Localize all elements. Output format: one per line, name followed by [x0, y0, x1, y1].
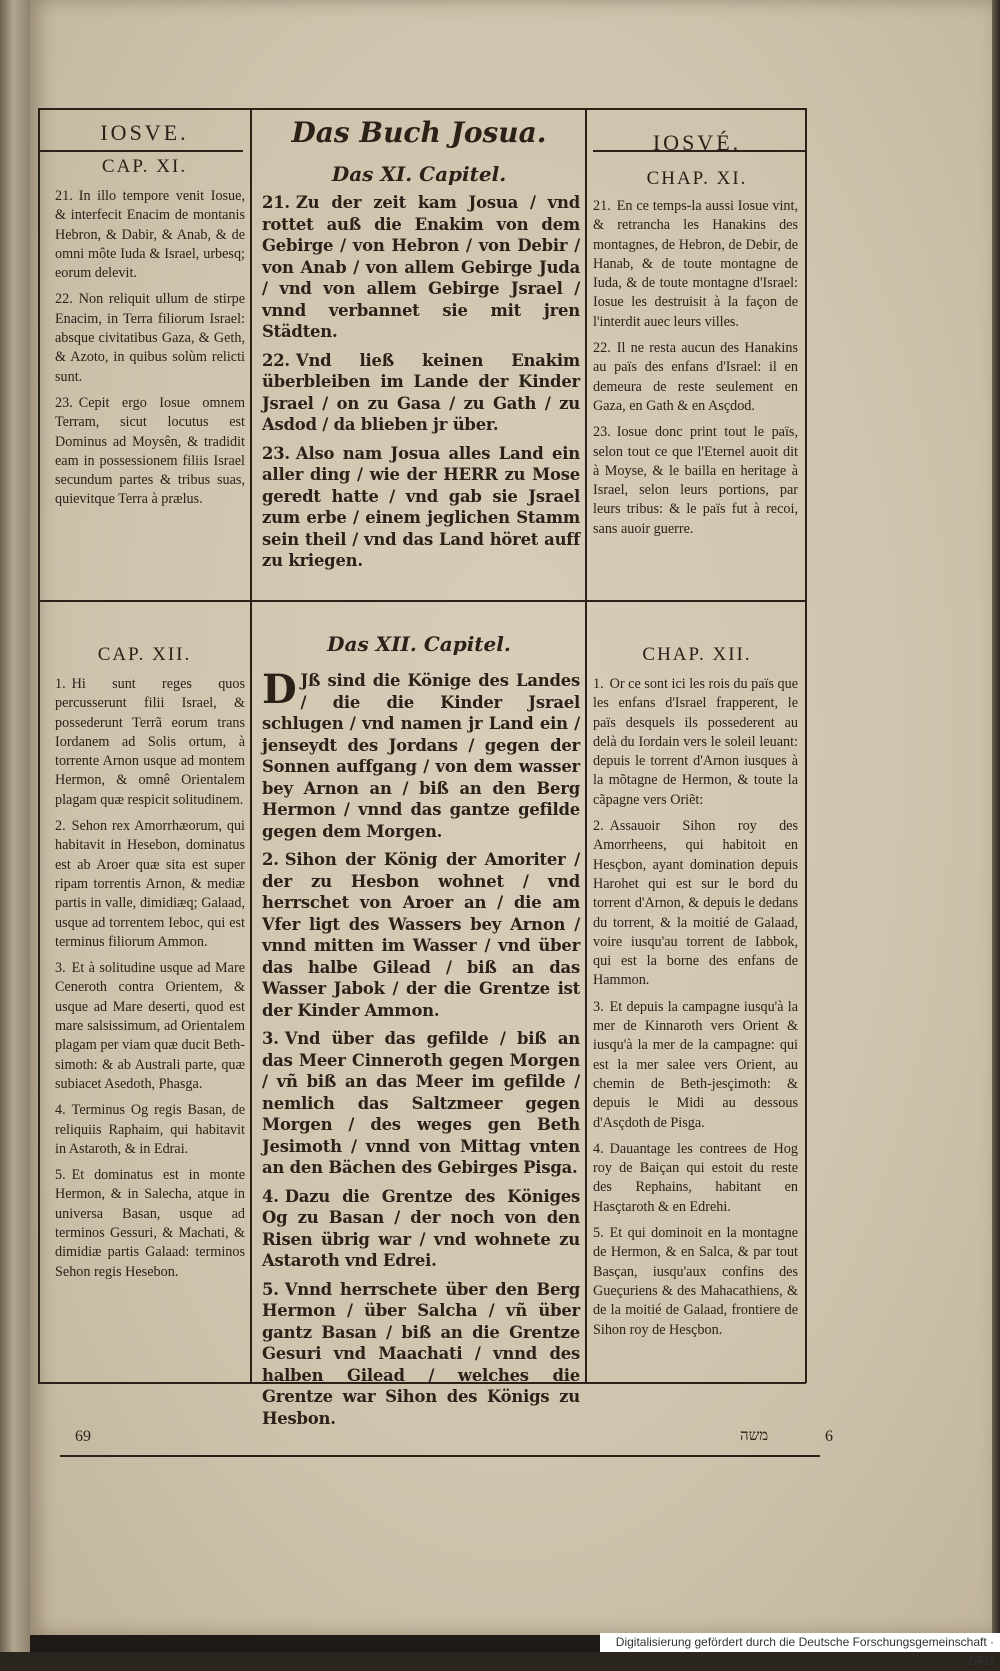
latin-column-chapter-11: [55, 187, 245, 597]
verse-text: Sehon rex Amorrhæorum, qui habitavit in Hesebon, dominatus est ab Aroer quæ sita est super ripam torrentis Arnon, & mediæ partis in valle, dimidiæq; Galaad, usque ad torrentem Ieboc, qui est terminus filiorum Ammon.: [55, 818, 245, 950]
german-column-chapter-12: [262, 666, 580, 1428]
verse-number: 1.: [593, 676, 604, 692]
verse-number: 3.: [262, 1029, 279, 1048]
verse-text: Vnnd herrschete über den Berg Hermon / über Salcha / vñ über gantz Basan / biß an die Grentze Gesuri vnd Maachati / vnnd des halben Gilead / welches die Grentze war Sihon des Königs zu Hesbon.: [262, 1279, 580, 1428]
verse: [593, 339, 798, 416]
verse-number: 23.: [593, 424, 611, 441]
previous-page-edge: [0, 0, 30, 1652]
verse: [55, 959, 245, 1094]
verse-number: 5.: [262, 1279, 279, 1299]
verse: [262, 1279, 580, 1430]
verse-text: In illo tempore venit Iosue, & interfecit Enacim de montanis Hebron, & Dabir, & Anab, & de omni môte Iuda & Israel, urbesq; eorum delevit.: [55, 188, 245, 282]
verse-number: 3.: [55, 960, 66, 977]
verse: [262, 443, 580, 572]
verse-number: 2.: [262, 850, 279, 869]
verse: [55, 187, 245, 283]
verse-text: Vnd ließ keinen Enakim überbleiben im Lande der Kinder Jsrael / on zu Gasa / zu Gath / zu Asdod / da blieben jr über.: [262, 350, 580, 434]
verse-number: 22.: [593, 340, 611, 357]
header-rule: [38, 150, 243, 152]
verse-text: Hi sunt reges quos percusserunt filii Israel, & possederunt Terrã eorum trans Iordanem ad Solis ortum, à torrente Arnon usque ad montem Hermon, & omnê Orientalem plagam quæ respicit solitudinem.: [55, 676, 245, 808]
footer-rule: [60, 1455, 820, 1457]
verse-number: 21.: [262, 193, 290, 212]
french-chapter-12-heading: CHAP. XII.: [642, 644, 752, 665]
french-running-head: IOSVÉ.: [652, 130, 742, 155]
verse-number: 1.: [55, 676, 66, 692]
digitization-credit: Digitalisierung gefördert durch die Deutsche Forschungsgemeinschaft · DFG: [600, 1633, 1000, 1652]
verse-number: 4.: [262, 1186, 279, 1206]
german-chapter-12-heading: Das XII. Capitel.: [327, 632, 511, 656]
verse: [593, 817, 798, 991]
initial-letter: D: [262, 666, 297, 713]
verse-number: 2.: [593, 818, 604, 835]
verse-number: 23.: [55, 394, 73, 411]
verse: [262, 1186, 580, 1272]
verse-text: Or ce sont ici les rois du païs que les enfans d'Israel frapperent, le païs desquels ils possederent au delà du Iordain vers le soleil leuant: depuis le torrent d'Arnon iusques à la mõtagne de Hermon, & toute la cãpagne vers Oriẽt:: [593, 676, 798, 808]
verse-text: Dazu die Grentze des Königes Og zu Basan / der noch von den Risen übrig war / vnd wohnete zu Astaroth vnd Edrei.: [262, 1186, 580, 1270]
page-number: 69: [75, 1428, 91, 1445]
verse-text: Iosue donc print tout le païs, selon tout ce que l'Eternel auoit dit à Moyse, & le bailla en heritage à Israel, selon leurs portions, par leurs tribus: & le païs fut à recoi, sans auoir guerre.: [593, 424, 798, 537]
verse-number: 3.: [593, 998, 604, 1015]
latin-chapter-11-heading: CAP. XI.: [101, 156, 188, 177]
verse-number: 22.: [262, 350, 290, 370]
verse-number: 5.: [55, 1167, 66, 1184]
verse: [55, 290, 245, 386]
french-chapter-11-heading: CHAP. XI.: [646, 168, 748, 189]
verse-text: En ce temps-la aussi Iosue vint, & retrancha les Hanakins des montagnes, de Hebron, de Debir, de Hanab, & de toute montagne de Iuda, & de toute montagne d'Israel: Iosue les destruisit à la façon de l'interdit auec leurs villes.: [593, 198, 798, 330]
verse-number: 4.: [55, 1102, 66, 1119]
verse: [55, 394, 245, 510]
latin-column-chapter-12: [55, 675, 245, 1380]
verse-number: 21.: [593, 198, 611, 214]
verse: [55, 675, 245, 810]
german-running-head: Das Buch Josua.: [291, 116, 547, 149]
latin-running-head: IOSVE.: [100, 120, 189, 145]
verse: [593, 1224, 798, 1340]
verse: [262, 1028, 580, 1179]
german-chapter-11-heading: Das XI. Capitel.: [331, 162, 507, 186]
column-rule-left: [250, 108, 252, 1383]
latin-chapter-12-heading: CAP. XII.: [97, 644, 192, 665]
verse-text: Vnd über das gefilde / biß an das Meer Cinneroth gegen Morgen / vñ biß an das Meer im gefilde / nemlich das Saltzmeer gegen Morgen / des weges gen Beth Jesimoth / vnnd von Mittag vnten an den Bächen des Gebirges Pisga.: [262, 1029, 580, 1177]
verse: [593, 423, 798, 539]
verse-text: Sihon der König der Amoriter / der zu Hesbon wohnet / vnd herrschet von Aroer an / die am Vfer ligt des Wassers bey Arnon / vnnd mitten im Wasser / vnd über das halbe Gilead / biß an das Wasser Jabok / der die Grentze ist der Kinder Ammon.: [262, 850, 580, 1020]
verse: [262, 666, 580, 842]
verse-text: Et depuis la campagne iusqu'à la mer de Kinnaroth vers Orient & iusqu'à la mer de la campagne: qui est la mer salee vers Orient, au chemin de Beth-jesçimoth: & depuis le Midi au dessous d'Asçdoth de Pisga.: [593, 998, 798, 1131]
verse: [593, 197, 798, 332]
verse: [593, 1140, 798, 1217]
verse: [593, 998, 798, 1133]
verse: [55, 1166, 245, 1282]
right-page-edge: [992, 0, 1000, 1635]
verse-number: 22.: [55, 291, 73, 308]
verse-text: Also nam Josua alles Land ein aller ding / wie der HERR zu Mose geredt hatte / vnd gab sie Jsrael zum erbe / einem jeglichen Stamm sein theil / vnd das Land höret auff zu kriegen.: [262, 443, 580, 570]
verse-number: 23.: [262, 443, 290, 463]
signature-mark: 6: [825, 1428, 833, 1445]
verse-text: Non reliquit ullum de stirpe Enacim, in Terra filiorum Israel: absque civitatibus Gaza, & Geth, & Azoto, in quibus solùm relicti sunt.: [55, 291, 245, 385]
verse: [593, 675, 798, 810]
verse-number: 4.: [593, 1140, 604, 1157]
verse-text: Et qui dominoit en la montagne de Hermon, & en Salca, & par tout Basçan, iusqu'aux confins des Gueçuriens & des Mahacathiens, & de la moitié de Galaad, frontiere de Sihon roy de Hesçbon.: [593, 1225, 798, 1338]
verse: [55, 1101, 245, 1159]
verse-text: Cepit ergo Iosue omnem Terram, sicut locutus est Dominus ad Moysên, & tradidit eam in possessionem filiis Israel secundum partes & tribus suas, quievitque Terra à prælus.: [55, 394, 245, 508]
verse-text: Il ne resta aucun des Hanakins au païs des enfans d'Israel: il en demeura de reste seulement en Gaza, en Gath & en Asçdod.: [593, 340, 798, 414]
verse-text: Jß sind die Könige des Landes / die die Kinder Jsrael schlugen / vnd namen jr Land ein / jenseydt des Jordans / gegen der Sonnen auffgang / von dem wasser bey Arnon an / biß an den Berg Hermon / vnnd das gantze gefilde gegen dem Morgen.: [262, 671, 580, 841]
verse: [262, 849, 580, 1021]
frame-rule-right: [805, 108, 807, 1383]
verse-text: Et à solitudine usque ad Mare Ceneroth contra Orientem, & usque ad Mare deserti, quod est mare salsissimum, ad Orientalem plagam per viam quæ ducit Beth-simoth: & ab Australi parte, quæ subiacet Asedoth, Phasga.: [55, 960, 245, 1092]
chapter-divider-rule: [38, 600, 806, 602]
french-column-chapter-12: [593, 675, 798, 1380]
verse-number: 5.: [593, 1225, 604, 1242]
hebrew-catchword: משה: [740, 1428, 769, 1444]
frame-rule-left: [38, 108, 40, 1383]
column-rule-right: [585, 108, 587, 1383]
top-rule: [38, 108, 806, 110]
verse-text: Zu der zeit kam Josua / vnd rottet auß die Enakim von dem Gebirge / von Hebron / von Debir / von Anab / von allem Gebirge Juda / vnd von allem Gebirge Jsrael / vnnd verbannet sie mit jren Städten.: [262, 193, 580, 341]
verse: [262, 350, 580, 436]
verse-text: Terminus Og regis Basan, de reliquiis Raphaim, qui habitavit in Astaroth, & in Edrai.: [55, 1102, 245, 1157]
verse-number: 21.: [55, 188, 73, 204]
verse-text: Et dominatus est in monte Hermon, & in Salecha, atque in universa Basan, usque ad terminos Gessuri, & Machati, & dimidiæ partis Galaad: terminos Sehon regis Hesebon.: [55, 1167, 245, 1280]
french-column-chapter-11: [593, 197, 798, 597]
german-column-chapter-11: [262, 192, 580, 597]
verse-text: Assauoir Sihon roy des Amorrheens, qui habitoit en Hesçbon, ayant domination depuis Harohet qui est sur le bord du torrent d'Arnon, & depuis le dedans du torrent, & la moitié de Galaad, voire iusqu'au torrent de Iabbok, qui est la borne des enfans de Hammon.: [593, 818, 798, 989]
verse: [55, 817, 245, 952]
verse: [262, 192, 580, 343]
verse-number: 2.: [55, 818, 66, 835]
verse-text: Dauantage les contrees de Hog roy de Baiçan qui estoit du reste des Rephains, habitant en Hasçtaroth & en Edrehi.: [593, 1140, 798, 1215]
